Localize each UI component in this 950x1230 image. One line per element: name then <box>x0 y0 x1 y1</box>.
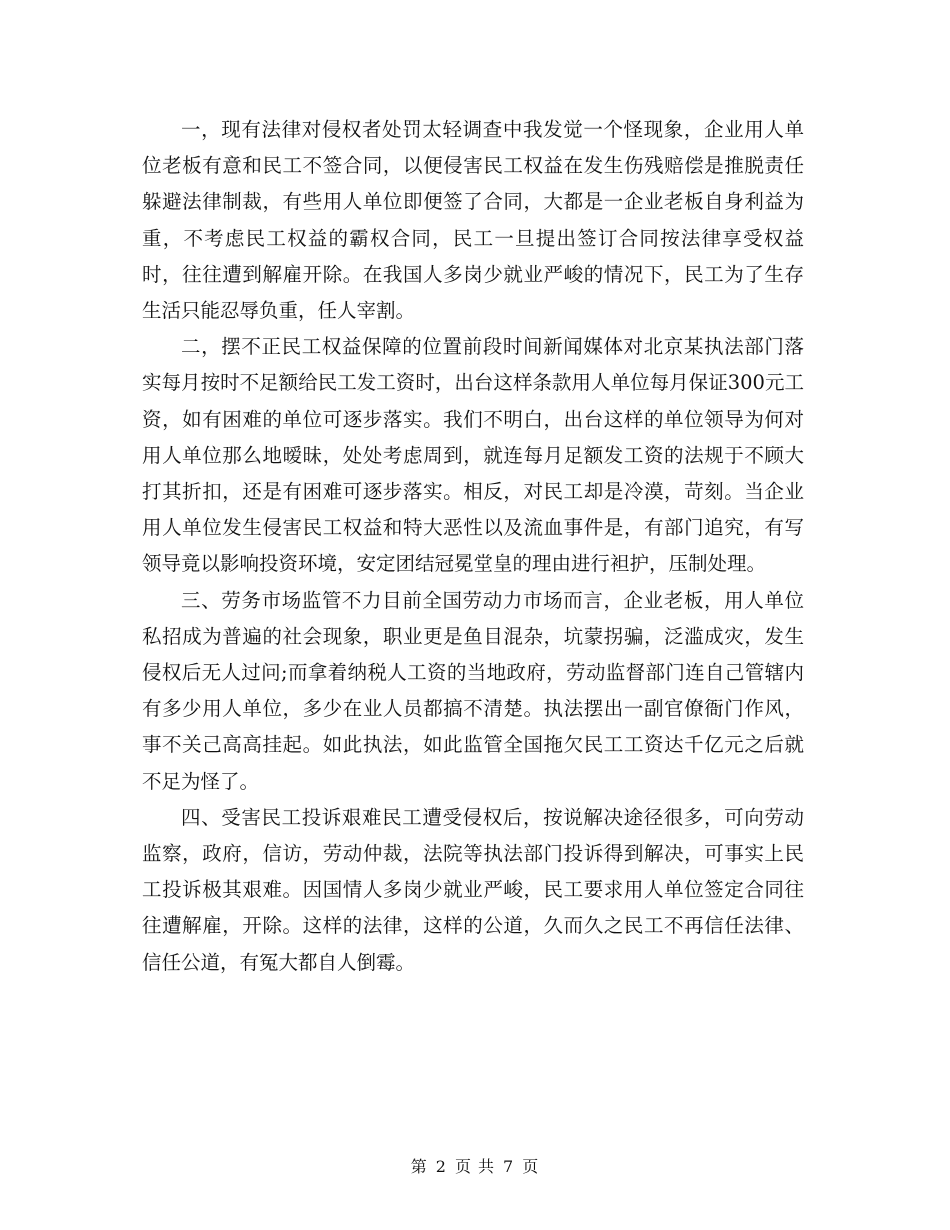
footer-prefix: 第 <box>410 1157 428 1176</box>
paragraph-2: 二，摆不正民工权益保障的位置前段时间新闻媒体对北京某执法部门落实每月按时不足额给民工发工资时，出台这样条款用人单位每月保证300元工资，如有困难的单位可逐步落实。我们不明白，出台这样的单位领导为何对用人单位那么地暧昧，处处考虑周到，就连每月足额发工资的法规于不顾大打其折扣，还是有困难可逐步落实。相反，对民工却是冷漠，苛刻。当企业用人单位发生侵害民工权益和特大恶性以及流血事件是，有部门追究，有写领导竟以影响投资环境，安定团结冠冕堂皇的理由进行袒护，压制处理。 <box>142 335 804 576</box>
footer-suffix: 页 <box>522 1157 540 1176</box>
footer-mid: 页 共 <box>454 1157 496 1176</box>
current-page-number: 2 <box>435 1157 447 1176</box>
paragraph-1: 一，现有法律对侵权者处罚太轻调查中我发觉一个怪现象，企业用人单位老板有意和民工不签合同，以便侵害民工权益在发生伤残赔偿是推脱责任躲避法律制裁，有些用人单位即便签了合同，大都是一企业老板自身利益为重，不考虑民工权益的霸权合同，民工一旦提出签订合同按法律享受权益时，往往遭到解雇开除。在我国人多岗少就业严峻的情况下，民工为了生存生活只能忍辱负重，任人宰割。 <box>142 118 804 323</box>
total-page-count: 7 <box>503 1157 515 1176</box>
paragraph-4: 四、受害民工投诉艰难民工遭受侵权后，按说解决途径很多，可向劳动监察，政府，信访，劳动仲裁，法院等执法部门投诉得到解决，可事实上民工投诉极其艰难。因国情人多岗少就业严峻，民工要求用人单位签定合同往往遭解雇，开除。这样的法律，这样的公道，久而久之民工不再信任法律、信任公道，有冤大都自人倒霉。 <box>142 805 804 974</box>
page-footer <box>0 1154 950 1177</box>
document-body <box>142 112 804 981</box>
paragraph-3: 三、劳务市场监管不力目前全国劳动力市场而言，企业老板，用人单位私招成为普遍的社会现象，职业更是鱼目混杂，坑蒙拐骗，泛滥成灾，发生侵权后无人过问;而拿着纳税人工资的当地政府，劳动监督部门连自己管辖内有多少用人单位，多少在业人员都搞不清楚。执法摆出一副官僚衙门作风，事不关己高高挂起。如此执法，如此监管全国拖欠民工工资达千亿元之后就不足为怪了。 <box>142 588 804 793</box>
